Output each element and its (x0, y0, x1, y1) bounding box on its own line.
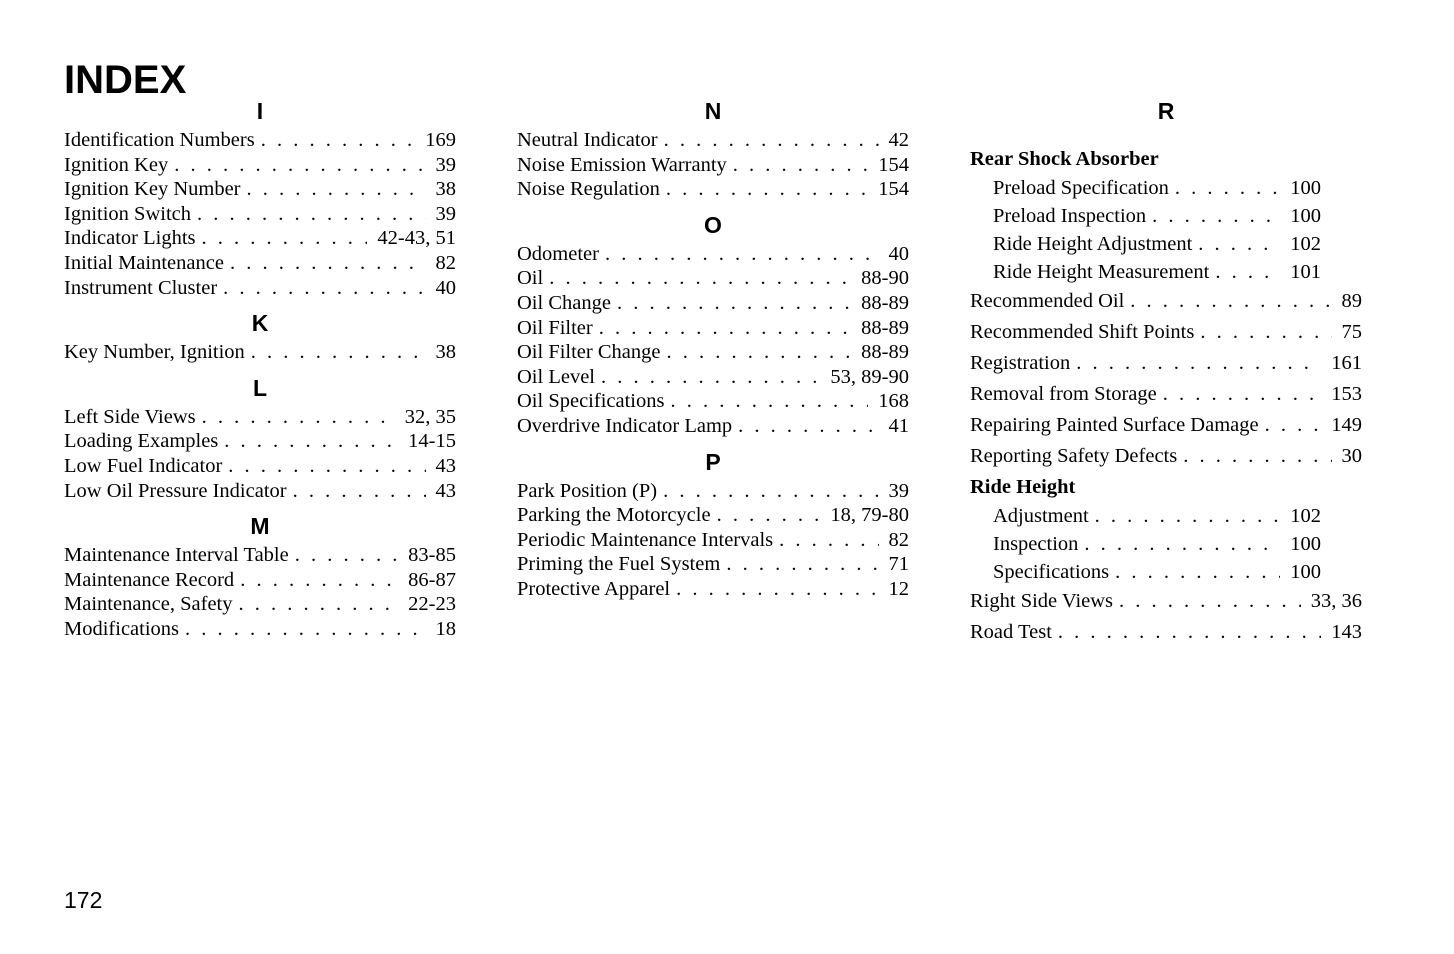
index-entry: Oil Filter Change . . . 88-89 (517, 340, 909, 365)
index-entry: Key Number, Ignition . . . 38 (64, 340, 456, 365)
index-entry: Noise Emission Warranty . . . 154 (517, 153, 909, 178)
index-subentry: Preload Inspection . . . 100 (970, 202, 1321, 230)
section-letter: O (704, 211, 722, 238)
index-entry: Ignition Key . . . 39 (64, 153, 456, 178)
index-entry: Low Fuel Indicator . . . 43 (64, 454, 456, 479)
index-entry: Maintenance Record . . . 86-87 (64, 568, 456, 593)
index-subentry: Ride Height Measurement . . . 101 (970, 258, 1321, 286)
index-column-1 (64, 96, 456, 650)
section-o (517, 210, 909, 439)
index-entry: Neutral Indicator . . . 42 (517, 128, 909, 153)
index-entry: Indicator Lights . . . 42-43, 51 (64, 226, 456, 251)
index-entry: Recommended Oil . . . 89 (970, 286, 1362, 317)
index-entry: Oil Specifications . . . 168 (517, 389, 909, 414)
index-entry: Oil Level . . . 53, 89-90 (517, 365, 909, 390)
index-entry: Periodic Maintenance Intervals . . . 82 (517, 528, 909, 553)
index-column-3 (970, 96, 1362, 648)
index-entry: Oil Filter . . . 88-89 (517, 316, 909, 341)
section-n (517, 96, 909, 202)
group-heading: Ride Height (970, 476, 1076, 498)
index-entry: Oil . . . 88-90 (517, 266, 909, 291)
index-entry: Maintenance Interval Table . . . 83-85 (64, 543, 456, 568)
page-number: 172 (64, 887, 103, 913)
index-entry: Instrument Cluster . . . 40 (64, 276, 456, 301)
index-entry: Maintenance, Safety . . . 22-23 (64, 592, 456, 617)
section-letter: K (251, 310, 269, 337)
section-letter: M (250, 513, 270, 540)
index-entry: Registration . . . 161 (970, 348, 1362, 379)
index-entry: Low Oil Pressure Indicator . . . 43 (64, 479, 456, 504)
index-entry: Loading Examples . . . 14-15 (64, 429, 456, 454)
index-entry: Overdrive Indicator Lamp . . . 41 (517, 414, 909, 439)
section-l (64, 373, 456, 503)
index-entry: Repairing Painted Surface Damage . . . 149 (970, 410, 1362, 441)
index-subentry: Preload Specification . . . 100 (970, 174, 1321, 202)
section-m (64, 511, 456, 641)
group-heading: Rear Shock Absorber (970, 148, 1159, 170)
index-entry: Road Test . . . 143 (970, 617, 1362, 648)
index-column-2 (517, 96, 909, 610)
index-entry: Priming the Fuel System . . . 71 (517, 552, 909, 577)
index-entry: Removal from Storage . . . 153 (970, 379, 1362, 410)
section-i (64, 96, 456, 300)
index-subentry: Specifications . . . 100 (970, 558, 1321, 586)
section-letter: I (256, 98, 264, 124)
index-entry: Oil Change . . . 88-89 (517, 291, 909, 316)
index-entry: Ignition Switch . . . 39 (64, 202, 456, 227)
page-title: INDEX (64, 58, 187, 102)
section-letter: N (704, 98, 722, 124)
index-entry: Initial Maintenance . . . 82 (64, 251, 456, 276)
index-entry: Odometer . . . 40 (517, 242, 909, 267)
index-entry: Ignition Key Number . . . 38 (64, 177, 456, 202)
index-subentry: Ride Height Adjustment . . . 102 (970, 230, 1321, 258)
section-k (64, 308, 456, 365)
index-entry: Protective Apparel . . . 12 (517, 577, 909, 602)
section-letter: P (705, 448, 721, 475)
section-letter: R (1157, 98, 1175, 124)
index-entry: Recommended Shift Points . . . 75 (970, 317, 1362, 348)
index-entry: Left Side Views . . . 32, 35 (64, 405, 456, 430)
section-p (517, 447, 909, 602)
index-entry: Park Position (P) . . . 39 (517, 479, 909, 504)
section-letter: L (252, 374, 268, 401)
index-entry: Parking the Motorcycle . . . 18, 79-80 (517, 503, 909, 528)
index-entry: Identification Numbers . . . 169 (64, 128, 456, 153)
index-entry: Reporting Safety Defects . . . 30 (970, 441, 1362, 472)
index-subentry: Adjustment . . . 102 (970, 502, 1321, 530)
index-entry: Modifications . . . 18 (64, 617, 456, 642)
index-entry: Right Side Views . . . 33, 36 (970, 586, 1362, 617)
index-entry: Noise Regulation . . . 154 (517, 177, 909, 202)
index-subentry: Inspection . . . 100 (970, 530, 1321, 558)
